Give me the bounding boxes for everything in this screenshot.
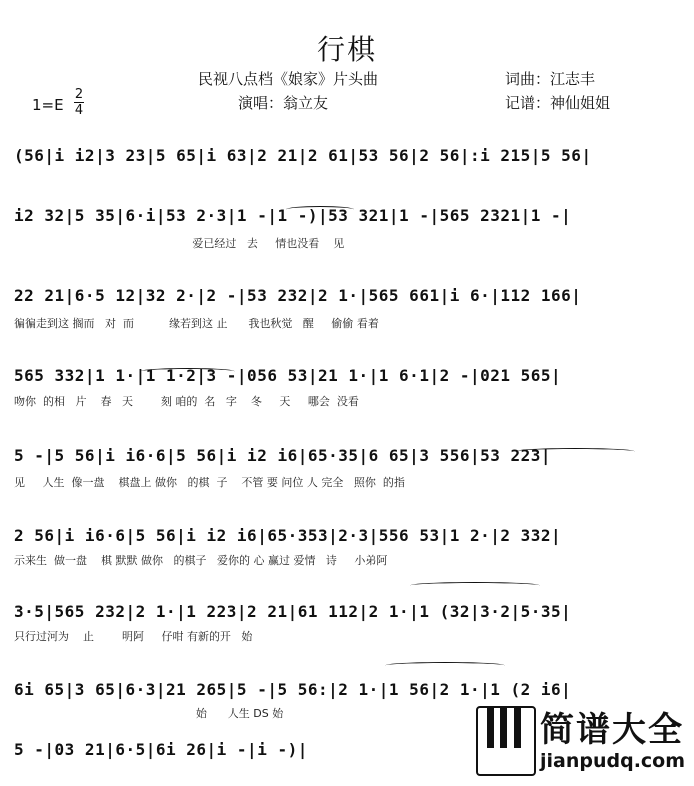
volta-bracket — [410, 582, 540, 589]
score-row-3: 22 21|6·5 12|32 2·|2 -|53 232|2 1·|565 661|i 6·|112 166| — [14, 286, 582, 305]
lyric-row-7: 只行过河为 止 明阿 仔咁 有新的开 始 — [14, 630, 253, 643]
score-row-2: i2 32|5 35|6·i|53 2·3|1 -|1 -)|53 321|1 -|565 2321|1 -| — [14, 206, 572, 225]
score-row-4: 565 332|1 1·|1 1·2|3 -|056 53|21 1·|1 6·1|2 -|021 565| — [14, 366, 562, 385]
key-signature: 1=E — [32, 96, 64, 114]
score-row-7: 3·5|565 232|2 1·|1 223|2 21|61 112|2 1·|1 (32|3·2|5·35| — [14, 602, 572, 621]
transcriber-credit: 记谱：神仙姐姐 — [505, 94, 611, 112]
score-row-8: 6i 65|3 65|6·3|21 265|5 -|5 56:|2 1·|1 56|2 1·|1 (2 i6| — [14, 680, 572, 699]
lyric-row-8: 始 人生 DS 始 — [14, 707, 284, 720]
logo-text: 简谱大全 — [540, 710, 684, 750]
time-sig-top: 2 — [74, 87, 84, 102]
slur-mark — [140, 368, 235, 375]
lyric-row-3: 徧徧走到这 搁而 对 而 缘若到这 止 我也秋觉 醒 偷偷 看着 — [14, 317, 379, 330]
score-row-9: 5 -|03 21|6·5|6i 26|i -|i -)| — [14, 740, 308, 759]
lyric-row-6: 示来生 做一盘 棋 默默 做你 的棋子 爱你的 心 赢过 爱情 诗 小弟阿 — [14, 554, 388, 567]
lyric-row-2: 爱已经过 去 情也没看 见 — [14, 237, 345, 250]
score-row-5: 5 -|5 56|i i6·6|5 56|i i2 i6|65·35|6 65|3 556|53 223| — [14, 446, 552, 465]
time-sig-bottom: 4 — [74, 103, 84, 118]
song-title: 行棋 — [316, 33, 377, 66]
time-signature — [74, 88, 84, 117]
singer-credit: 演唱：翁立友 — [238, 94, 329, 112]
piano-icon — [476, 706, 536, 776]
logo-url: jianpudq.com — [540, 750, 686, 772]
site-logo — [476, 702, 688, 780]
lyricist-credit: 词曲：江志丰 — [505, 70, 596, 88]
score-row-6: 2 56|i i6·6|5 56|i i2 i6|65·353|2·3|556 53|1 2·|2 332| — [14, 526, 562, 545]
song-subtitle: 民视八点档《娘家》片头曲 — [198, 70, 379, 88]
lyric-row-5: 见 人生 像一盘 棋盘上 做你 的棋 子 不管 要 问位 人 完全 照你 的指 — [14, 476, 405, 489]
slur-mark — [515, 448, 635, 455]
volta-bracket — [385, 662, 505, 669]
score-row-1: (56|i i2|3 23|5 65|i 63|2 21|2 61|53 56|2 56|:i 215|5 56| — [14, 146, 592, 165]
slur-mark — [286, 206, 354, 213]
lyric-row-4: 吻你 的相 片 春 天 刻 咱的 名 字 冬 天 哪会 没看 — [14, 395, 359, 408]
